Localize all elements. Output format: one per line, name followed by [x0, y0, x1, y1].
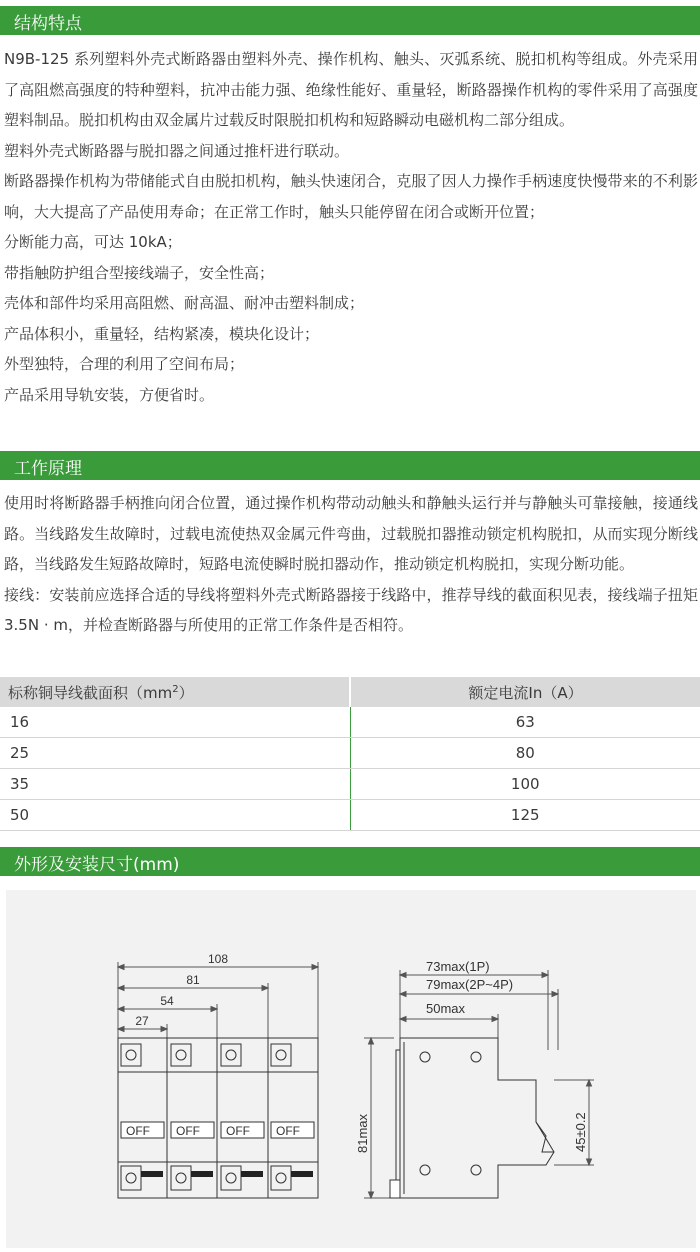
- side-view: [355, 959, 594, 1198]
- section-title: 结构特点: [14, 14, 82, 34]
- paragraph: 产品体积小，重量轻，结构紧凑，模块化设计；: [4, 324, 320, 343]
- off-label: OFF: [176, 1124, 200, 1138]
- dim-label-rail: 45±0.2: [573, 1112, 588, 1152]
- paragraph: 使用时将断路器手柄推向闭合位置，通过操作机构带动动触头和静触头运行并与静触头可靠接触，接通线路。当线路发生故障时，过载电流使热双金属元件弯曲，过载脱扣器推动锁定机构脱扣，从而实现分断线路，当线路发生短路故障时，短路电流使瞬时脱扣器动作，推动锁定机构脱扣，实现分断功能。: [4, 494, 698, 573]
- table-row: [0, 707, 700, 738]
- pole: [171, 1044, 214, 1190]
- table-row: [0, 769, 700, 800]
- dim-label-2p: 54: [160, 994, 174, 1008]
- dim-label-width: 108: [207, 952, 229, 966]
- cell-cross-section: 25: [0, 738, 350, 769]
- column-header-rated-current: 额定电流In（A）: [350, 677, 700, 707]
- paragraph: N9B-125 系列塑料外壳式断路器由塑料外壳、操作机构、触头、灭弧系统、脱扣机构等组成。外壳采用了高阻燃高强度的特种塑料，抗冲击能力强、绝缘性能好、重量轻，断路器操作机构的零件采用了高强度塑料制品。脱扣机构由双金属片过载反时限脱扣机构和短路瞬动电磁机构二部分组成。: [4, 50, 698, 129]
- section-title: 工作原理: [14, 459, 82, 479]
- dim-label-3p: 81: [186, 973, 200, 987]
- section-header-dimensions: [0, 847, 700, 875]
- dim-label-multi-depth: 79max(2P~4P): [426, 977, 514, 992]
- section-header-principle: [0, 451, 700, 479]
- column-header-cross-section: 标称铜导线截面积$(mm^2)$: [0, 677, 350, 707]
- dimension-drawing-svg: [6, 890, 696, 1248]
- wire-spec-table: [0, 677, 700, 831]
- table-row: [0, 800, 700, 831]
- off-label: OFF: [276, 1124, 300, 1138]
- cell-rated-current: 100: [350, 769, 700, 800]
- cell-cross-section: 35: [0, 769, 350, 800]
- dim-label-body-depth: 50max: [426, 1001, 466, 1016]
- paragraph: 产品采用导轨安装，方便省时。: [4, 385, 215, 404]
- front-dimension-lines: [118, 962, 318, 1105]
- table-header-row: [0, 677, 700, 707]
- paragraph: 塑料外壳式断路器与脱扣器之间通过推杆进行联动。: [4, 141, 350, 160]
- dim-label-1p-depth: 73max(1P): [426, 959, 490, 974]
- off-label: OFF: [226, 1124, 250, 1138]
- pole: [271, 1044, 314, 1190]
- cell-rated-current: 125: [350, 800, 700, 831]
- front-view: [118, 952, 318, 1198]
- paragraph: 带指触防护组合型接线端子，安全性高；: [4, 263, 275, 282]
- dim-label-height: 81max: [355, 1113, 370, 1153]
- features-text: [4, 44, 698, 410]
- principle-text: [4, 488, 698, 641]
- cell-cross-section: 16: [0, 707, 350, 738]
- dim-label-1p: 27: [135, 1014, 149, 1028]
- pole: [121, 1044, 164, 1190]
- paragraph: 壳体和部件均采用高阻燃、耐高温、耐冲击塑料制成；: [4, 294, 365, 312]
- paragraph: 断路器操作机构为带储能式自由脱扣机构，触头快速闭合，克服了因人力操作手柄速度快慢带来的不利影响，大大提高了产品使用寿命；在正常工作时，触头只能停留在闭合或断开位置；: [4, 172, 698, 221]
- cell-rated-current: 63: [350, 707, 700, 738]
- cell-rated-current: 80: [350, 738, 700, 769]
- cell-cross-section: 50: [0, 800, 350, 831]
- divider: [0, 875, 700, 876]
- paragraph: 分断能力高，可达 10kA；: [4, 233, 182, 251]
- paragraph: 外型独特，合理的利用了空间布局；: [4, 355, 245, 373]
- section-header-features: [0, 6, 700, 34]
- section-title: 外形及安装尺寸(mm): [14, 855, 180, 875]
- divider: [0, 479, 700, 480]
- divider: [0, 34, 700, 35]
- pole: [221, 1044, 264, 1190]
- dimension-drawing: [6, 890, 696, 1248]
- paragraph: 接线：安装前应选择合适的导线将塑料外壳式断路器接于线路中，推荐导线的截面积见表，接线端子扭矩 3.5N · m，并检查断路器与所使用的正常工作条件是否相符。: [4, 585, 698, 634]
- side-dimension-lines: [364, 970, 594, 1198]
- table-row: [0, 738, 700, 769]
- off-label: OFF: [126, 1124, 150, 1138]
